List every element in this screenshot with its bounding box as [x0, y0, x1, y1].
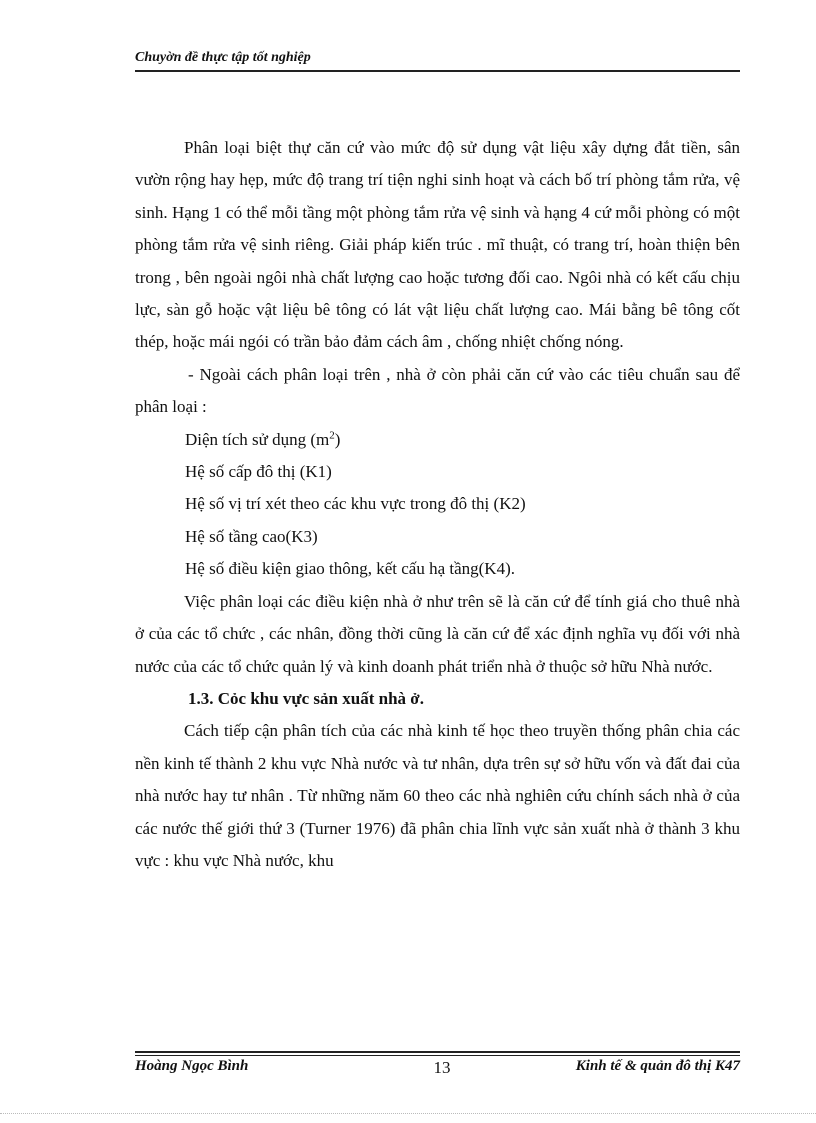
criteria-item-area-superscript: 2 — [329, 429, 335, 441]
page-header — [135, 48, 740, 72]
criteria-item-k2: Hệ số vị trí xét theo các khu vực trong đô thị (K2) — [185, 494, 526, 514]
criteria-item-k4: Hệ số điều kiện giao thông, kết cấu hạ tầng(K4). — [185, 559, 515, 579]
paragraph-production-sectors: Cách tiếp cận phân tích của các nhà kinh tế học theo truyền thống phân chia các nền kinh tế thành 2 khu vực Nhà nước và tư nhân, dựa trên sự sở hữu vốn và đất đai của nhà nước hay tư nhân . Từ những năm 60 theo các nhà nghiên cứu chính sách nhà ở của các nước thế giới thứ 3 (Turner 1976) đã phân chia lĩnh vực sản xuất nhà ở thành 3 khu vực : khu vực Nhà nước, khu — [135, 721, 740, 870]
footer-department: Kinh tế & quản đô thị K47 — [575, 1058, 740, 1074]
footer-rule — [135, 1051, 740, 1053]
paragraph-other-classification: - Ngoài cách phân loại trên , nhà ở còn phải căn cứ vào các tiêu chuẩn sau để phân loại : — [135, 364, 740, 417]
criteria-item-area-close: ) — [334, 429, 341, 449]
paragraph-villa-classification: Phân loại biệt thự căn cứ vào mức độ sử dụng vật liệu xây dựng đắt tiền, sân vườn rộng hay hẹp, mức độ trang trí tiện nghi sinh hoạt và cách bố trí phòng tắm rửa, vệ sinh. Hạng 1 có thể mỗi tầng một phòng tắm rửa vệ sinh và hạng 4 cứ mỗi phòng có một phòng tắm rửa vệ sinh riêng. Giải pháp kiến trúc . mĩ thuật, có trang trí, hoàn thiện bên trong , bên ngoài ngôi nhà chất lượng cao hoặc tương đối cao. Ngôi nhà có kết cấu chịu lực, sàn gỗ hoặc vật liệu bê tông có lát vật liệu chất lượng cao. Mái bằng bê tông cốt thép, hoặc mái ngói có trần bảo đảm cách âm , chống nhiệt chống nóng. — [135, 138, 740, 352]
footer-rule-thin — [135, 1055, 740, 1056]
header-title: Chuyờn đề thực tập tốt nghiệp — [135, 50, 311, 65]
section-heading: 1.3. Cỏc khu vực sản xuất nhà ở. — [188, 688, 424, 708]
document-body — [135, 132, 740, 877]
criteria-item-k3: Hệ số tầng cao(K3) — [185, 526, 318, 546]
paragraph-classification-purpose: Việc phân loại các điều kiện nhà ở như trên sẽ là căn cứ để tính giá cho thuê nhà ở của các tổ chức , các nhân, đồng thời cũng là căn cứ để xác định nghĩa vụ đối với nhà nước của các tổ chức quản lý và kinh doanh phát triển nhà ở thuộc sở hữu Nhà nước. — [135, 591, 740, 676]
page-bottom-divider — [0, 1113, 816, 1114]
criteria-item-area-text: Diện tích sử dụng (m — [185, 429, 330, 449]
criteria-item-area — [135, 424, 740, 456]
criteria-item-k1: Hệ số cấp đô thị (K1) — [185, 462, 332, 482]
page-number: 13 — [433, 1058, 451, 1077]
footer-author: Hoàng Ngọc Bình — [135, 1058, 249, 1074]
